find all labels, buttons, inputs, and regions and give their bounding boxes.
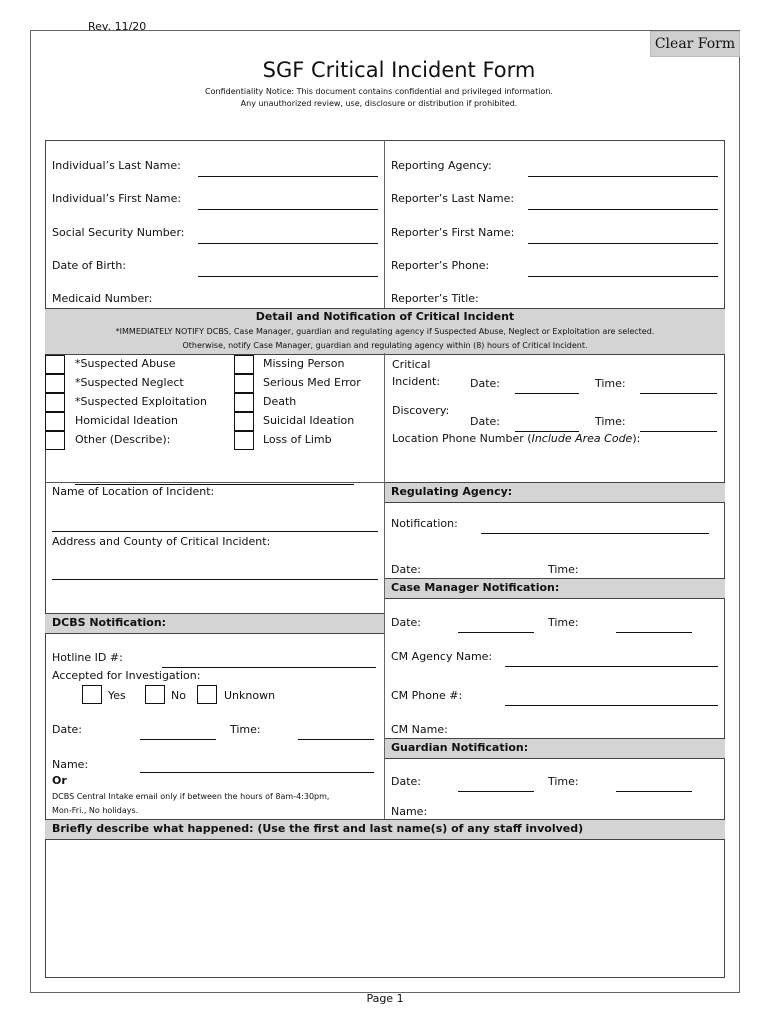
case-manager-heading: Case Manager Notification:: [391, 581, 560, 594]
guardian-date-input[interactable]: [458, 775, 534, 792]
incident-type-label: Death: [263, 395, 297, 408]
cm-time-label: Time:: [548, 616, 579, 629]
guardian-heading: Guardian Notification:: [391, 741, 529, 754]
or-label: Or: [52, 774, 67, 787]
location-phone-label: [392, 432, 640, 445]
location-name-input[interactable]: [52, 515, 378, 532]
discovery-time-input[interactable]: [640, 415, 717, 432]
incident-type-label: Missing Person: [263, 357, 345, 370]
suspected-abuse-checkbox[interactable]: [45, 355, 65, 374]
ssn-label: Social Security Number:: [52, 226, 185, 239]
loss-of-limb-checkbox[interactable]: [234, 431, 254, 450]
incident-time-input[interactable]: [640, 377, 717, 394]
reporter-last-name-label: Reporter’s Last Name:: [391, 192, 515, 205]
divider: [45, 482, 384, 483]
cm-phone-input[interactable]: [505, 689, 718, 706]
reporting-agency-label: Reporting Agency:: [391, 159, 492, 172]
dcbs-name-input[interactable]: [140, 756, 374, 773]
guardian-date-label: Date:: [391, 775, 421, 788]
regulating-time-label: Time:: [548, 563, 579, 576]
cm-agency-input[interactable]: [505, 650, 718, 667]
reporting-agency-input[interactable]: [528, 160, 718, 177]
regulating-notification-label: Notification:: [391, 517, 458, 530]
no-label: No: [171, 689, 186, 702]
guardian-name-label: Name:: [391, 805, 428, 818]
address-input-1[interactable]: [52, 563, 378, 580]
cm-date-input[interactable]: [458, 616, 534, 633]
cm-phone-label: CM Phone #:: [391, 689, 463, 702]
other-checkbox[interactable]: [45, 431, 65, 450]
regulating-notification-input[interactable]: [481, 517, 709, 534]
incident-date-label: Date:: [470, 377, 500, 390]
describe-textarea[interactable]: [47, 840, 727, 980]
incident-date-input[interactable]: [515, 377, 579, 394]
reporter-first-name-input[interactable]: [528, 227, 718, 244]
discovery-date-input[interactable]: [515, 415, 579, 432]
page-number: Page 1: [366, 992, 404, 1005]
hotline-input[interactable]: [162, 651, 376, 668]
incident-type-label: *Suspected Neglect: [75, 376, 184, 389]
yes-label: Yes: [108, 689, 126, 702]
regulating-heading: Regulating Agency:: [391, 485, 513, 498]
incident-type-label: Serious Med Error: [263, 376, 361, 389]
detail-heading: Detail and Notification of Critical Incident: [255, 310, 515, 323]
unknown-checkbox[interactable]: [197, 685, 217, 704]
describe-heading: Briefly describe what happened: (Use the first and last name(s) of any staff involved): [52, 822, 584, 835]
incident-type-label: Suicidal Ideation: [263, 414, 355, 427]
first-name-input[interactable]: [198, 193, 378, 210]
cm-agency-label: CM Agency Name:: [391, 650, 493, 663]
incident-type-label: Loss of Limb: [263, 433, 332, 446]
cm-date-label: Date:: [391, 616, 421, 629]
unknown-label: Unknown: [224, 689, 276, 702]
homicidal-ideation-checkbox[interactable]: [45, 412, 65, 431]
suspected-exploitation-checkbox[interactable]: [45, 393, 65, 412]
serious-med-error-checkbox[interactable]: [234, 374, 254, 393]
intake-note-line1: DCBS Central Intake email only if between the hours of 8am-4:30pm,: [52, 792, 330, 801]
reporter-phone-label: Reporter’s Phone:: [391, 259, 490, 272]
guardian-time-input[interactable]: [616, 775, 692, 792]
address-label: Address and County of Critical Incident:: [52, 535, 271, 548]
detail-note2: Otherwise, notify Case Manager, guardian and regulating agency within (8) hours of Critical Incident.: [182, 341, 588, 350]
incident-type-label: *Suspected Abuse: [75, 357, 176, 370]
reporter-title-label: Reporter’s Title:: [391, 292, 479, 305]
last-name-label: Individual’s Last Name:: [52, 159, 181, 172]
location-name-label: Name of Location of Incident:: [52, 485, 215, 498]
confidentiality-line1: Confidentiality Notice: This document contains confidential and privileged information.: [205, 87, 553, 96]
ssn-input[interactable]: [198, 227, 378, 244]
location-phone-text: Location Phone Number (: [392, 432, 532, 445]
confidentiality-line2: Any unauthorized review, use, disclosure or distribution if prohibited.: [240, 99, 518, 108]
reporter-first-name-label: Reporter’s First Name:: [391, 226, 515, 239]
death-checkbox[interactable]: [234, 393, 254, 412]
discovery-date-label: Date:: [470, 415, 500, 428]
dcbs-time-label: Time:: [230, 723, 261, 736]
cm-time-input[interactable]: [616, 616, 692, 633]
incident-type-label: *Suspected Exploitation: [75, 395, 207, 408]
medicaid-label: Medicaid Number:: [52, 292, 153, 305]
dcbs-date-label: Date:: [52, 723, 82, 736]
critical-label: Critical: [392, 358, 431, 371]
guardian-time-label: Time:: [548, 775, 579, 788]
incident-label: Incident:: [392, 375, 441, 388]
dob-label: Date of Birth:: [52, 259, 127, 272]
area-code-hint: Include Area Code: [531, 432, 633, 445]
dcbs-date-input[interactable]: [140, 723, 216, 740]
suspected-neglect-checkbox[interactable]: [45, 374, 65, 393]
suicidal-ideation-checkbox[interactable]: [234, 412, 254, 431]
revision-label: Rev. 11/20: [88, 20, 147, 33]
dcbs-name-label: Name:: [52, 758, 89, 771]
divider: [384, 140, 385, 308]
dcbs-time-input[interactable]: [298, 723, 374, 740]
regulating-date-label: Date:: [391, 563, 421, 576]
clear-form-button[interactable]: Clear Form: [650, 31, 740, 57]
missing-person-checkbox[interactable]: [234, 355, 254, 374]
cm-name-label: CM Name:: [391, 723, 448, 736]
incident-type-label: Homicidal Ideation: [75, 414, 178, 427]
last-name-input[interactable]: [198, 160, 378, 177]
dcbs-heading: DCBS Notification:: [52, 616, 167, 629]
intake-note-line2: Mon-Fri., No holidays.: [52, 806, 139, 815]
accepted-label: Accepted for Investigation:: [52, 669, 201, 682]
reporter-last-name-input[interactable]: [528, 193, 718, 210]
location-phone-text: ):: [632, 432, 641, 445]
discovery-label: Discovery:: [392, 404, 450, 417]
yes-checkbox[interactable]: [82, 685, 102, 704]
no-checkbox[interactable]: [145, 685, 165, 704]
page-title: SGF Critical Incident Form: [262, 58, 536, 82]
first-name-label: Individual’s First Name:: [52, 192, 182, 205]
location-phone-input[interactable]: [392, 466, 710, 483]
reporter-phone-input[interactable]: [528, 260, 718, 277]
detail-note1: *IMMEDIATELY NOTIFY DCBS, Case Manager, guardian and regulating agency if Suspected Abuse, Neglect or Exploitation are selected.: [115, 327, 655, 336]
incident-type-label: Other (Describe):: [75, 433, 171, 446]
dob-input[interactable]: [198, 260, 378, 277]
hotline-label: Hotline ID #:: [52, 651, 123, 664]
discovery-time-label: Time:: [595, 415, 626, 428]
incident-time-label: Time:: [595, 377, 626, 390]
